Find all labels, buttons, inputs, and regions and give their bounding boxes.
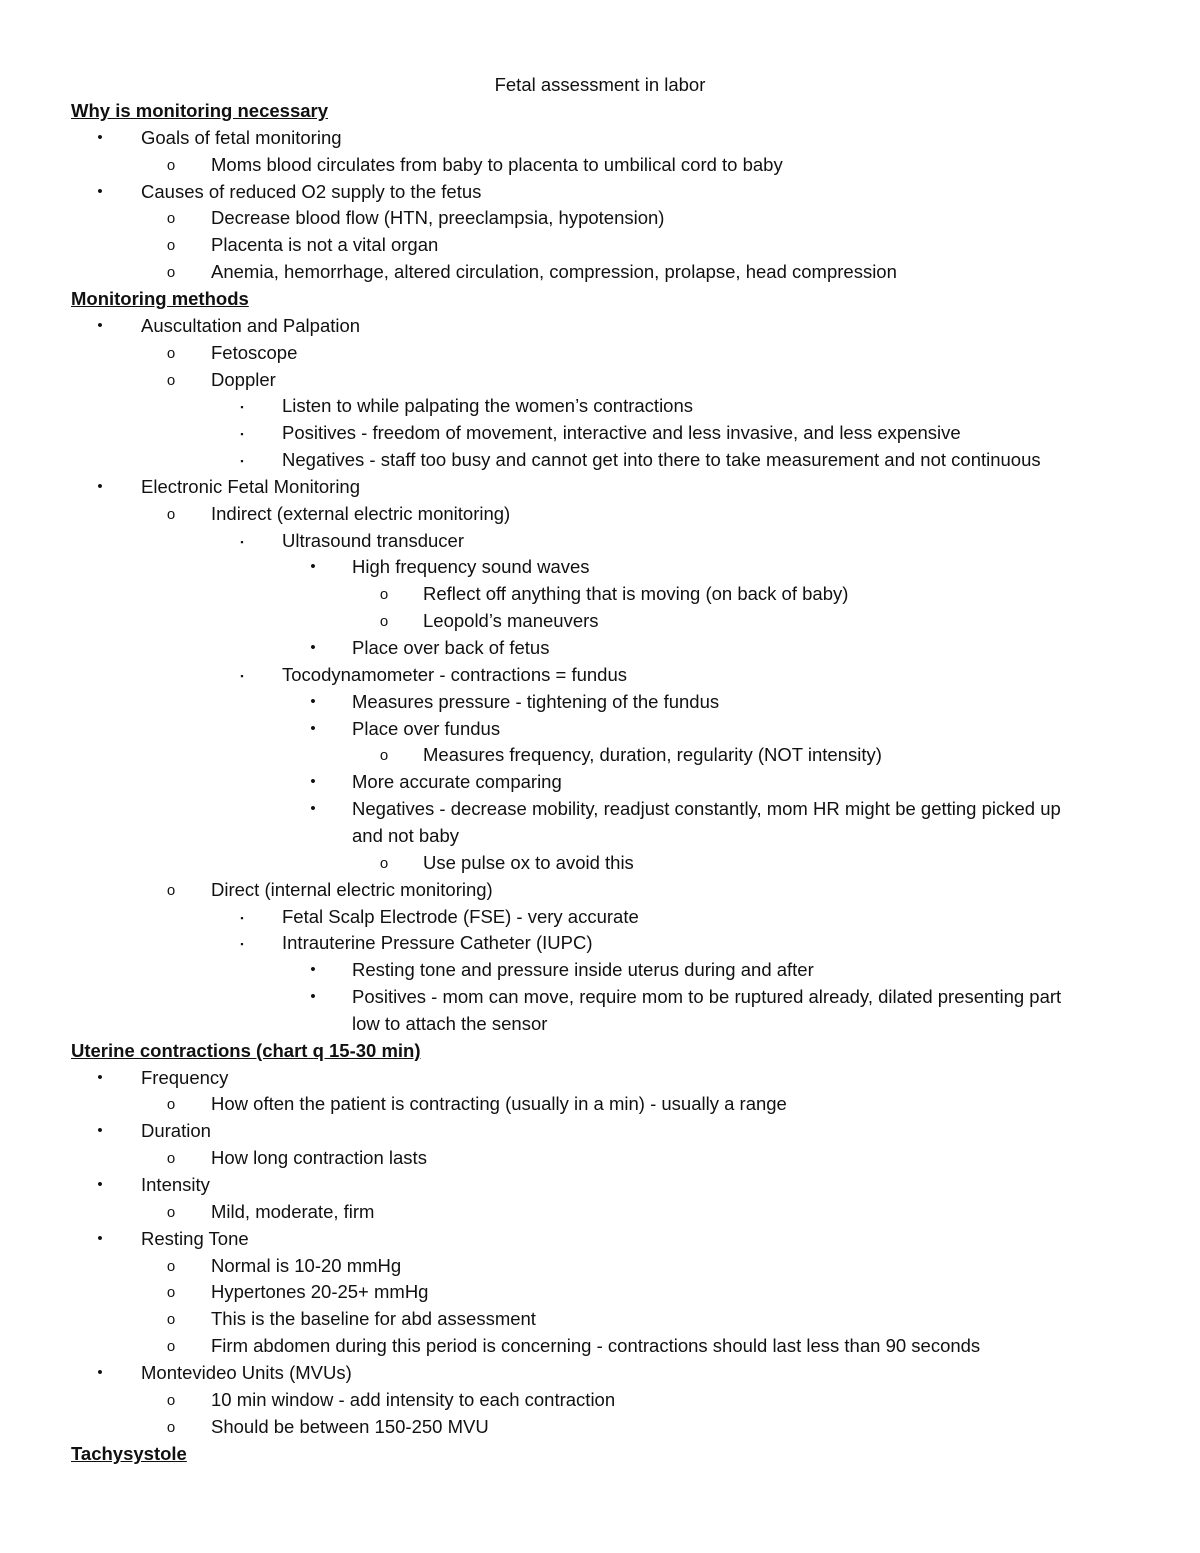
list-item-text: Indirect (external electric monitoring) (211, 503, 511, 524)
list-item-text: Placenta is not a vital organ (211, 234, 439, 255)
list-item-text: Should be between 150-250 MVU (211, 1416, 489, 1437)
list-item-text: Tocodynamometer - contractions = fundus (282, 664, 627, 685)
list-item (0, 260, 1200, 284)
list-item-text: Measures frequency, duration, regularity (NOT intensity) (423, 744, 882, 765)
bullet-marker-icon: • (97, 129, 103, 146)
circle-marker-icon: o (166, 882, 176, 899)
list-item (0, 314, 1200, 338)
circle-marker-icon: o (379, 747, 389, 764)
section-heading: Why is monitoring necessary (71, 100, 329, 121)
bullet-marker-icon: • (97, 1122, 103, 1139)
list-item-text: Negatives - staff too busy and cannot get into there to take measurement and not continuous (282, 449, 1041, 470)
list-item-text: Frequency (141, 1067, 229, 1088)
list-item (0, 1066, 1200, 1090)
list-item (0, 690, 1200, 714)
list-item-text: Place over fundus (352, 718, 501, 739)
circle-marker-icon: o (379, 855, 389, 872)
list-item-text: Anemia, hemorrhage, altered circulation, compression, prolapse, head compression (211, 261, 897, 282)
bullet-marker-icon: • (97, 1364, 103, 1381)
list-item (0, 1334, 1200, 1358)
list-item-text: Use pulse ox to avoid this (423, 852, 634, 873)
list-item-text: Place over back of fetus (352, 637, 550, 658)
list-item (0, 341, 1200, 365)
square-marker-icon: ▪ (240, 671, 244, 681)
list-item (0, 1173, 1200, 1197)
list-item-text: Measures pressure - tightening of the fundus (352, 691, 720, 712)
list-item-text: 10 min window - add intensity to each contraction (211, 1389, 616, 1410)
list-item-text: Firm abdomen during this period is concerning - contractions should last less than 90 seconds (211, 1335, 981, 1356)
circle-marker-icon: o (166, 1338, 176, 1355)
circle-marker-icon: o (166, 1204, 176, 1221)
list-item (0, 958, 1200, 982)
bullet-marker-icon: • (310, 558, 316, 575)
list-item (0, 663, 1200, 687)
list-item-text: Mild, moderate, firm (211, 1201, 375, 1222)
list-item-text: Duration (141, 1120, 211, 1141)
list-item-text: Normal is 10-20 mmHg (211, 1255, 402, 1276)
list-item-text: Leopold’s maneuvers (423, 610, 599, 631)
list-item-text: Montevideo Units (MVUs) (141, 1362, 352, 1383)
circle-marker-icon: o (166, 210, 176, 227)
section-heading: Uterine contractions (chart q 15-30 min) (71, 1040, 421, 1061)
list-item (0, 851, 1200, 875)
list-item-text: How long contraction lasts (211, 1147, 427, 1168)
list-item-text: Direct (internal electric monitoring) (211, 879, 493, 900)
list-item (0, 931, 1200, 955)
list-item-text: Positives - mom can move, require mom to be ruptured already, dilated presenting part (352, 986, 1062, 1007)
list-item (0, 368, 1200, 392)
list-item-text: Fetoscope (211, 342, 298, 363)
list-item (0, 126, 1200, 150)
list-item (0, 502, 1200, 526)
square-marker-icon: ▪ (240, 402, 244, 412)
list-item-text: Decrease blood flow (HTN, preeclampsia, hypotension) (211, 207, 665, 228)
square-marker-icon: ▪ (240, 939, 244, 949)
list-item (0, 1254, 1200, 1278)
bullet-marker-icon: • (310, 961, 316, 978)
circle-marker-icon: o (166, 1258, 176, 1275)
circle-marker-icon: o (166, 1150, 176, 1167)
list-item (0, 448, 1200, 472)
list-item (0, 475, 1200, 499)
bullet-marker-icon: • (97, 317, 103, 334)
list-item-text: Electronic Fetal Monitoring (141, 476, 361, 497)
bullet-marker-icon: • (97, 1069, 103, 1086)
section-heading: Tachysystole (71, 1443, 187, 1464)
circle-marker-icon: o (166, 157, 176, 174)
list-item-text: Listen to while palpating the women’s contractions (282, 395, 694, 416)
circle-marker-icon: o (166, 1392, 176, 1409)
list-item-text: Fetal Scalp Electrode (FSE) - very accurate (282, 906, 639, 927)
circle-marker-icon: o (166, 506, 176, 523)
list-item-text: High frequency sound waves (352, 556, 590, 577)
list-item-text: Positives - freedom of movement, interactive and less invasive, and less expensive (282, 422, 961, 443)
bullet-marker-icon: • (97, 1176, 103, 1193)
list-item-text: Hypertones 20-25+ mmHg (211, 1281, 429, 1302)
circle-marker-icon: o (166, 372, 176, 389)
list-item-text: This is the baseline for abd assessment (211, 1308, 536, 1329)
list-item-text: Reflect off anything that is moving (on back of baby) (423, 583, 849, 604)
list-item (0, 636, 1200, 660)
list-item-text: Negatives - decrease mobility, readjust constantly, mom HR might be getting picked up (352, 798, 1061, 819)
list-item (0, 153, 1200, 177)
list-item (0, 555, 1200, 579)
square-marker-icon: ▪ (240, 913, 244, 923)
list-item (0, 1415, 1200, 1439)
list-item (0, 421, 1200, 445)
list-item (0, 180, 1200, 204)
circle-marker-icon: o (166, 1419, 176, 1436)
list-item (0, 609, 1200, 633)
circle-marker-icon: o (166, 345, 176, 362)
list-item (0, 1280, 1200, 1304)
list-item (0, 1200, 1200, 1224)
bullet-marker-icon: • (310, 773, 316, 790)
list-item (0, 1119, 1200, 1143)
list-item-text: Auscultation and Palpation (141, 315, 361, 336)
list-item (0, 206, 1200, 230)
bullet-marker-icon: • (310, 988, 316, 1005)
list-item-text: Ultrasound transducer (282, 530, 465, 551)
list-item-text: Causes of reduced O2 supply to the fetus (141, 181, 482, 202)
bullet-marker-icon: • (310, 800, 316, 817)
circle-marker-icon: o (379, 586, 389, 603)
list-item (0, 1307, 1200, 1331)
list-item-text: Doppler (211, 369, 276, 390)
square-marker-icon: ▪ (240, 537, 244, 547)
list-item (0, 1388, 1200, 1412)
list-item (0, 743, 1200, 767)
list-item (0, 1092, 1200, 1116)
list-item (0, 717, 1200, 741)
circle-marker-icon: o (166, 1284, 176, 1301)
list-item (0, 1361, 1200, 1385)
document-title: Fetal assessment in labor (494, 74, 706, 95)
circle-marker-icon: o (379, 613, 389, 630)
list-item (0, 797, 1200, 821)
square-marker-icon: ▪ (240, 456, 244, 466)
list-item (0, 233, 1200, 257)
list-item-text: Goals of fetal monitoring (141, 127, 342, 148)
list-item-text: Moms blood circulates from baby to placenta to umbilical cord to baby (211, 154, 783, 175)
list-item (0, 1146, 1200, 1170)
list-item-text: Intensity (141, 1174, 210, 1195)
circle-marker-icon: o (166, 1096, 176, 1113)
list-item (0, 1012, 1200, 1036)
list-item (0, 582, 1200, 606)
bullet-marker-icon: • (310, 639, 316, 656)
list-item (0, 824, 1200, 848)
bullet-marker-icon: • (97, 1230, 103, 1247)
list-item (0, 394, 1200, 418)
list-item (0, 770, 1200, 794)
bullet-marker-icon: • (310, 693, 316, 710)
list-item-text: low to attach the sensor (352, 1013, 548, 1034)
list-item (0, 878, 1200, 902)
list-item-text: Resting tone and pressure inside uterus during and after (352, 959, 814, 980)
list-item-text: and not baby (352, 825, 459, 846)
list-item (0, 529, 1200, 553)
bullet-marker-icon: • (310, 720, 316, 737)
list-item-text: How often the patient is contracting (usually in a min) - usually a range (211, 1093, 787, 1114)
bullet-marker-icon: • (97, 183, 103, 200)
list-item-text: Intrauterine Pressure Catheter (IUPC) (282, 932, 593, 953)
list-item (0, 905, 1200, 929)
section-heading: Monitoring methods (71, 288, 249, 309)
list-item-text: More accurate comparing (352, 771, 562, 792)
square-marker-icon: ▪ (240, 429, 244, 439)
circle-marker-icon: o (166, 237, 176, 254)
list-item (0, 1227, 1200, 1251)
list-item (0, 985, 1200, 1009)
list-item-text: Resting Tone (141, 1228, 249, 1249)
circle-marker-icon: o (166, 1311, 176, 1328)
bullet-marker-icon: • (97, 478, 103, 495)
circle-marker-icon: o (166, 264, 176, 281)
